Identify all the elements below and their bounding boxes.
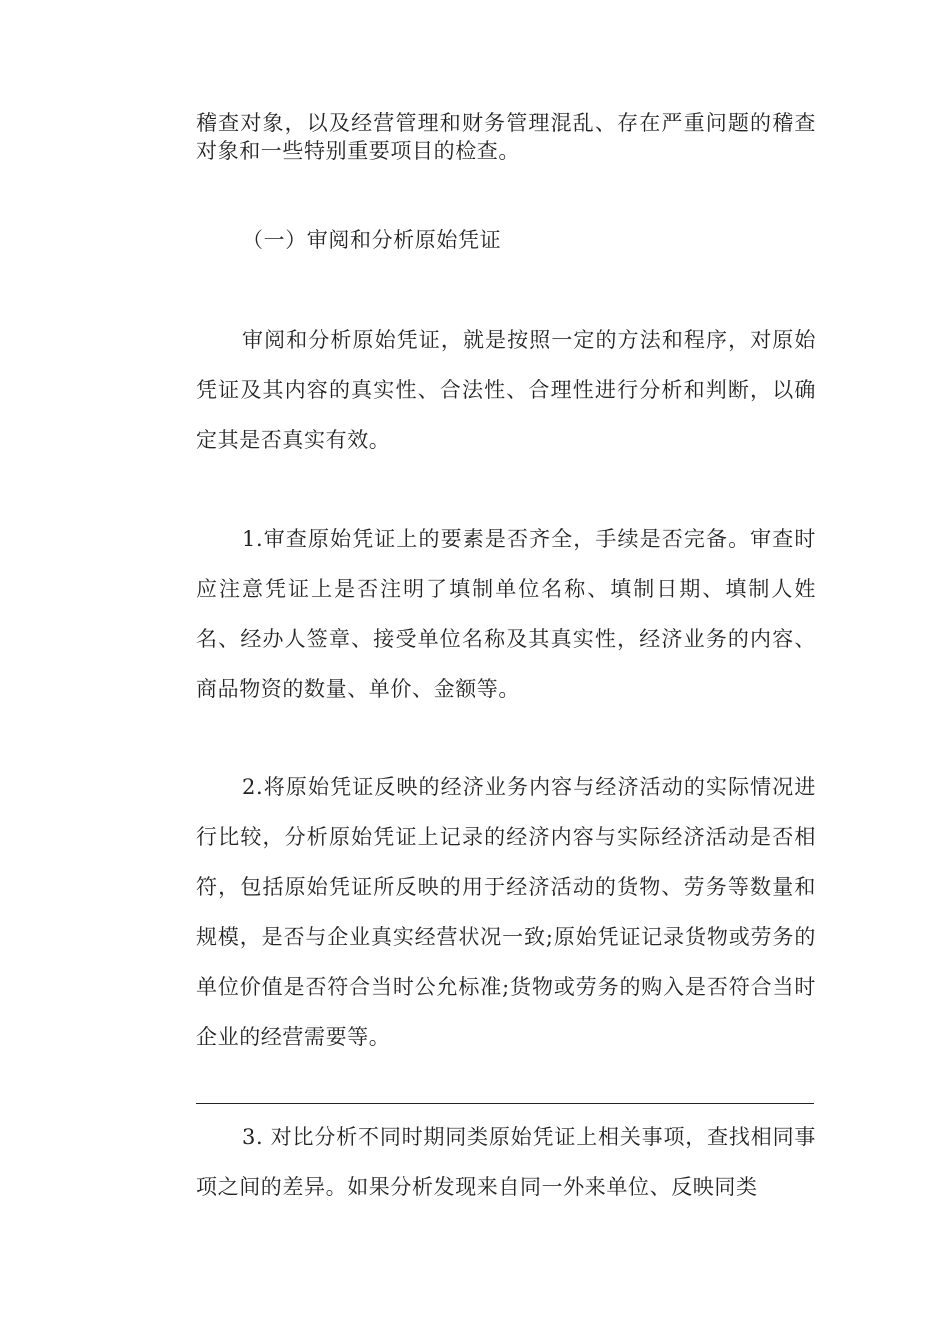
list-item-3: 3. 对比分析不同时期同类原始凭证上相关事项，查找相同事项之间的差异。如果分析发现来自同一外来单位、反映同类	[196, 1125, 816, 1199]
definition-paragraph: 审阅和分析原始凭证，就是按照一定的方法和程序，对原始凭证及其内容的真实性、合法性、合理性进行分析和判断，以确定其是否真实有效。	[196, 328, 816, 452]
intro-paragraph: 稽查对象，以及经营管理和财务管理混乱、存在严重问题的稽查对象和一些特别重要项目的检查。	[196, 111, 816, 163]
list-item-2: 2.将原始凭证反映的经济业务内容与经济活动的实际情况进行比较，分析原始凭证上记录的经济内容与实际经济活动是否相符，包括原始凭证所反映的用于经济活动的货物、劳务等数量和规模，是否与企业真实经营状况一致;原始凭证记录货物或劳务的单位价值是否符合当时公允标准;货物或劳务的购入是否符合当时企业的经营需要等。	[196, 775, 816, 1049]
list-item-1: 1.审查原始凭证上的要素是否齐全，手续是否完备。审查时应注意凭证上是否注明了填制单位名称、填制日期、填制人姓名、经办人签章、接受单位名称及其真实性，经济业务的内容、商品物资的数量、单价、金额等。	[196, 527, 816, 701]
section-divider	[196, 1103, 814, 1104]
section-heading: （一）审阅和分析原始凭证	[242, 228, 502, 252]
